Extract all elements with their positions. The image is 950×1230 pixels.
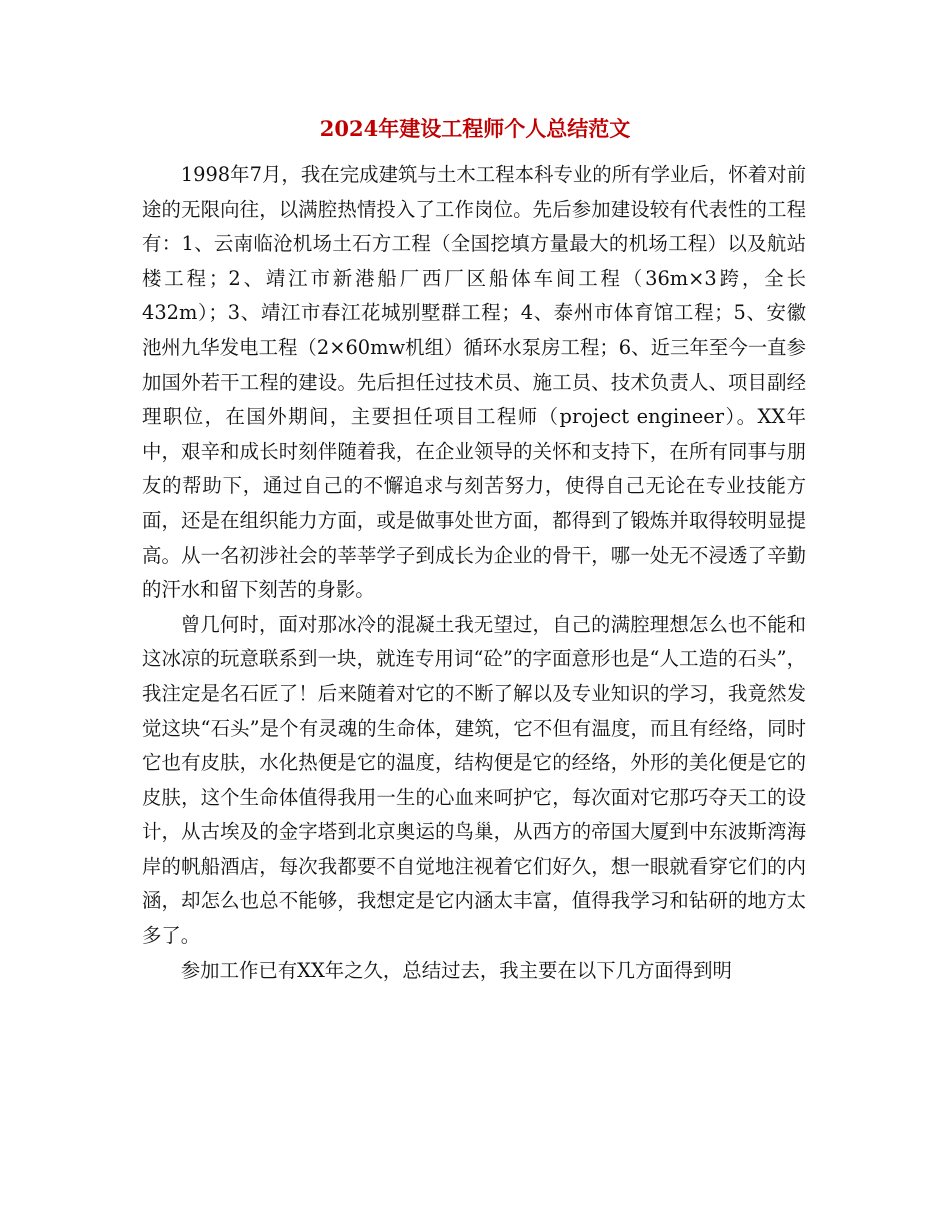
paragraph-3: 参加工作已有XX年之久，总结过去，我主要在以下几方面得到明 [180,958,732,982]
document-title: 2024年建设工程师个人总结范文 [319,116,631,141]
paragraph-2: 曾几何时，面对那冰冷的混凝土我无望过，自己的满腔理想怎么也不能和这冰凉的玩意联系到一块，就连专用词“砼”的字面意形也是“人工造的石头”，我注定是名石匠了！后来随着对它的不断了解以及专业知识的学习，我竟然发觉这块“石头”是个有灵魂的生命体，建筑，它不但有温度，而且有经络，同时它也有皮肤，水化热便是它的温度，结构便是它的经络，外形的美化便是它的皮肤，这个生命体值得我用一生的心血来呵护它，每次面对它那巧夺天工的设计，从古埃及的金字塔到北京奥运的鸟巢，从西方的帝国大厦到中东波斯湾海岸的帆船酒店，每次我都要不自觉地注视着它们好久，想一眼就看穿它们的内涵，却怎么也总不能够，我想定是它内涵太丰富，值得我学习和钻研的地方太多了。 [142,612,806,948]
paragraph-1: 1998年7月，我在完成建筑与土木工程本科专业的所有学业后，怀着对前途的无限向往，以满腔热情投入了工作岗位。先后参加建设较有代表性的工程有：1、云南临沧机场土石方工程（全国挖填方量最大的机场工程）以及航站楼工程；2、靖江市新港船厂西厂区船体车间工程（36m×3跨，全长432m）；3、靖江市春江花城别墅群工程；4、泰州市体育馆工程；5、安徽池州九华发电工程（2×60mw机组）循环水泵房工程；6、近三年至今一直参加国外若干工程的建设。先后担任过技术员、施工员、技术负责人、项目副经理职位，在国外期间，主要担任项目工程师（project engineer）。XX年中，艰辛和成长时刻伴随着我，在企业领导的关怀和支持下，在所有同事与朋友的帮助下，通过自己的不懈追求与刻苦努力，使得自己无论在专业技能方面，还是在组织能力方面，或是做事处世方面，都得到了锻炼并取得较明显提高。从一名初涉社会的莘莘学子到成长为企业的骨干，哪一处无不浸透了辛勤的汗水和留下刻苦的身影。 [142,163,806,602]
document-body [142,158,806,988]
